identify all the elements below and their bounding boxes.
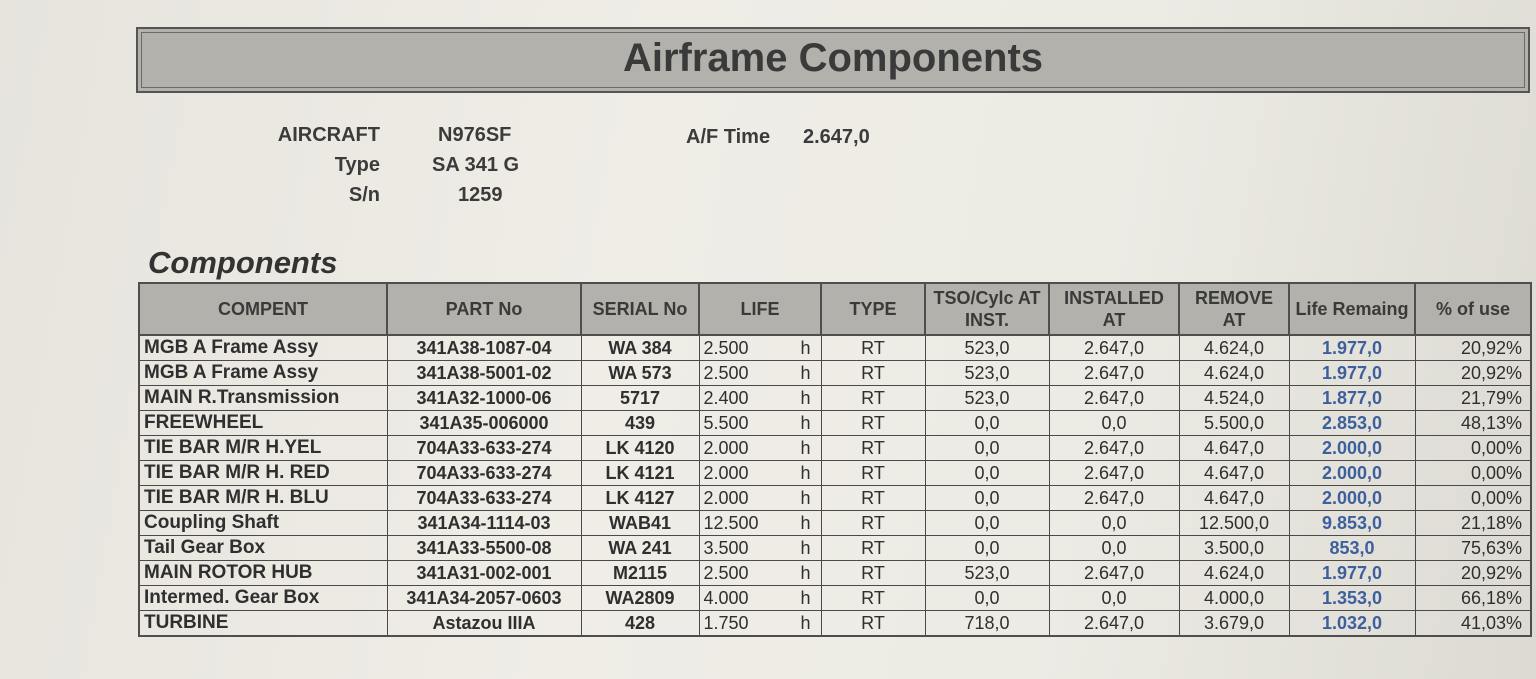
table-row <box>139 536 1531 561</box>
tso-cell: 523,0 <box>925 361 1049 386</box>
life-remaining-cell: 2.000,0 <box>1289 486 1415 511</box>
column-header: PART No <box>387 283 581 335</box>
life-unit: h <box>800 613 811 633</box>
table-row <box>139 561 1531 586</box>
type-cell: RT <box>821 386 925 411</box>
part-number-cell: 341A35-006000 <box>387 411 581 436</box>
column-header: COMPENT <box>139 283 387 335</box>
tso-cell: 0,0 <box>925 411 1049 436</box>
life-remaining-cell: 1.032,0 <box>1289 611 1415 637</box>
life-remaining-cell: 2.000,0 <box>1289 436 1415 461</box>
table-row <box>139 436 1531 461</box>
life-value: 2.000 <box>703 488 749 508</box>
component-cell: TURBINE <box>139 611 387 637</box>
installed-at-cell: 2.647,0 <box>1049 561 1179 586</box>
tso-cell: 523,0 <box>925 386 1049 411</box>
component-cell: MGB A Frame Assy <box>139 335 387 361</box>
serial-number-cell: 428 <box>581 611 699 637</box>
life-remaining-cell: 2.853,0 <box>1289 411 1415 436</box>
life-value: 2.500 <box>703 338 749 358</box>
tso-cell: 0,0 <box>925 486 1049 511</box>
type-cell: RT <box>821 611 925 637</box>
life-unit: h <box>800 463 811 483</box>
tso-cell: 718,0 <box>925 611 1049 637</box>
remove-at-cell: 4.647,0 <box>1179 436 1289 461</box>
component-cell: TIE BAR M/R H.YEL <box>139 436 387 461</box>
remove-at-cell: 4.647,0 <box>1179 486 1289 511</box>
serial-number-cell: M2115 <box>581 561 699 586</box>
type-label: Type <box>334 154 380 176</box>
table-row <box>139 586 1531 611</box>
installed-at-cell: 2.647,0 <box>1049 335 1179 361</box>
serial-number-cell: LK 4121 <box>581 461 699 486</box>
life-value: 4.000 <box>703 588 749 608</box>
af-time-label: A/F Time <box>686 126 771 148</box>
type-value: SA 341 G <box>432 154 520 176</box>
serial-number-cell: WA 241 <box>581 536 699 561</box>
installed-at-cell: 0,0 <box>1049 411 1179 436</box>
life-value: 2.000 <box>703 438 749 458</box>
type-cell: RT <box>821 536 925 561</box>
tso-cell: 0,0 <box>925 586 1049 611</box>
life-value: 3.500 <box>703 538 749 558</box>
component-cell: MAIN ROTOR HUB <box>139 561 387 586</box>
component-cell: Intermed. Gear Box <box>139 586 387 611</box>
life-remaining-cell: 1.977,0 <box>1289 561 1415 586</box>
component-cell: Tail Gear Box <box>139 536 387 561</box>
serial-number-cell: WA 384 <box>581 335 699 361</box>
part-number-cell: 341A38-5001-02 <box>387 361 581 386</box>
column-header: SERIAL No <box>581 283 699 335</box>
life-remaining-cell: 1.353,0 <box>1289 586 1415 611</box>
remove-at-cell: 3.679,0 <box>1179 611 1289 637</box>
installed-at-cell: 2.647,0 <box>1049 436 1179 461</box>
percent-use-cell: 0,00% <box>1415 436 1531 461</box>
serial-number-cell: WAB41 <box>581 511 699 536</box>
life-cell <box>699 561 821 586</box>
column-header: % of use <box>1415 283 1531 335</box>
percent-use-cell: 20,92% <box>1415 361 1531 386</box>
table-row <box>139 361 1531 386</box>
type-cell: RT <box>821 586 925 611</box>
tso-cell: 0,0 <box>925 436 1049 461</box>
serial-number-cell: WA2809 <box>581 586 699 611</box>
part-number-cell: 704A33-633-274 <box>387 461 581 486</box>
table-row <box>139 461 1531 486</box>
life-cell <box>699 536 821 561</box>
table-row <box>139 335 1531 361</box>
type-cell: RT <box>821 561 925 586</box>
percent-use-cell: 75,63% <box>1415 536 1531 561</box>
life-unit: h <box>800 488 811 508</box>
life-value: 12.500 <box>703 513 759 533</box>
components-heading: Components <box>148 245 338 280</box>
column-header: LIFE <box>699 283 821 335</box>
life-unit: h <box>800 513 811 533</box>
component-cell: TIE BAR M/R H. BLU <box>139 486 387 511</box>
life-remaining-cell: 2.000,0 <box>1289 461 1415 486</box>
life-value: 5.500 <box>703 413 749 433</box>
column-header: REMOVE AT <box>1179 283 1289 335</box>
percent-use-cell: 48,13% <box>1415 411 1531 436</box>
component-cell: MGB A Frame Assy <box>139 361 387 386</box>
part-number-cell: 341A34-1114-03 <box>387 511 581 536</box>
life-remaining-cell: 1.977,0 <box>1289 361 1415 386</box>
table-row <box>139 486 1531 511</box>
table-row <box>139 411 1531 436</box>
column-header: TSO/Cylc AT INST. <box>925 283 1049 335</box>
part-number-cell: 341A34-2057-0603 <box>387 586 581 611</box>
installed-at-cell: 0,0 <box>1049 536 1179 561</box>
remove-at-cell: 4.624,0 <box>1179 335 1289 361</box>
life-remaining-cell: 1.877,0 <box>1289 386 1415 411</box>
tso-cell: 0,0 <box>925 461 1049 486</box>
life-cell <box>699 386 821 411</box>
component-cell: TIE BAR M/R H. RED <box>139 461 387 486</box>
life-cell <box>699 411 821 436</box>
life-remaining-cell: 1.977,0 <box>1289 335 1415 361</box>
life-value: 2.500 <box>703 363 749 383</box>
remove-at-cell: 4.647,0 <box>1179 461 1289 486</box>
life-value: 2.000 <box>703 463 749 483</box>
life-cell <box>699 511 821 536</box>
type-cell: RT <box>821 361 925 386</box>
installed-at-cell: 0,0 <box>1049 586 1179 611</box>
remove-at-cell: 4.524,0 <box>1179 386 1289 411</box>
type-cell: RT <box>821 486 925 511</box>
table-row <box>139 611 1531 637</box>
life-cell <box>699 586 821 611</box>
column-header: INSTALLED AT <box>1049 283 1179 335</box>
life-remaining-cell: 853,0 <box>1289 536 1415 561</box>
life-cell <box>699 436 821 461</box>
percent-use-cell: 21,79% <box>1415 386 1531 411</box>
part-number-cell: Astazou IIIA <box>387 611 581 637</box>
title-banner <box>136 27 1530 93</box>
serial-number-cell: WA 573 <box>581 361 699 386</box>
installed-at-cell: 2.647,0 <box>1049 361 1179 386</box>
type-cell: RT <box>821 436 925 461</box>
component-cell: MAIN R.Transmission <box>139 386 387 411</box>
table-row <box>139 511 1531 536</box>
serial-number-cell: LK 4127 <box>581 486 699 511</box>
percent-use-cell: 20,92% <box>1415 335 1531 361</box>
aircraft-label: AIRCRAFT <box>277 124 380 146</box>
af-time-value: 2.647,0 <box>803 126 870 148</box>
life-value: 2.500 <box>703 563 749 583</box>
page-title: Airframe Components <box>622 35 1044 80</box>
type-cell: RT <box>821 461 925 486</box>
part-number-cell: 341A32-1000-06 <box>387 386 581 411</box>
life-unit: h <box>800 538 811 558</box>
percent-use-cell: 20,92% <box>1415 561 1531 586</box>
components-table <box>138 282 1532 637</box>
life-unit: h <box>800 438 811 458</box>
type-cell: RT <box>821 511 925 536</box>
life-remaining-cell: 9.853,0 <box>1289 511 1415 536</box>
life-cell <box>699 486 821 511</box>
aircraft-value: N976SF <box>438 124 512 146</box>
remove-at-cell: 4.624,0 <box>1179 361 1289 386</box>
percent-use-cell: 0,00% <box>1415 461 1531 486</box>
component-cell: Coupling Shaft <box>139 511 387 536</box>
percent-use-cell: 21,18% <box>1415 511 1531 536</box>
installed-at-cell: 0,0 <box>1049 511 1179 536</box>
component-cell: FREEWHEEL <box>139 411 387 436</box>
table-header-row <box>139 283 1531 335</box>
percent-use-cell: 41,03% <box>1415 611 1531 637</box>
installed-at-cell: 2.647,0 <box>1049 486 1179 511</box>
column-header: TYPE <box>821 283 925 335</box>
part-number-cell: 704A33-633-274 <box>387 436 581 461</box>
life-cell <box>699 611 821 637</box>
part-number-cell: 341A31-002-001 <box>387 561 581 586</box>
type-cell: RT <box>821 411 925 436</box>
installed-at-cell: 2.647,0 <box>1049 611 1179 637</box>
tso-cell: 523,0 <box>925 561 1049 586</box>
column-header: Life Remaing <box>1289 283 1415 335</box>
life-unit: h <box>800 338 811 358</box>
remove-at-cell: 5.500,0 <box>1179 411 1289 436</box>
tso-cell: 0,0 <box>925 536 1049 561</box>
remove-at-cell: 12.500,0 <box>1179 511 1289 536</box>
life-value: 2.400 <box>703 388 749 408</box>
tso-cell: 0,0 <box>925 511 1049 536</box>
serial-number-cell: LK 4120 <box>581 436 699 461</box>
table-row <box>139 386 1531 411</box>
sn-value: 1259 <box>458 184 503 206</box>
life-unit: h <box>800 413 811 433</box>
part-number-cell: 341A38-1087-04 <box>387 335 581 361</box>
life-cell <box>699 461 821 486</box>
tso-cell: 523,0 <box>925 335 1049 361</box>
serial-number-cell: 5717 <box>581 386 699 411</box>
life-cell <box>699 335 821 361</box>
remove-at-cell: 3.500,0 <box>1179 536 1289 561</box>
sn-label: S/n <box>348 184 380 206</box>
installed-at-cell: 2.647,0 <box>1049 386 1179 411</box>
installed-at-cell: 2.647,0 <box>1049 461 1179 486</box>
life-value: 1.750 <box>703 613 749 633</box>
life-cell <box>699 361 821 386</box>
life-unit: h <box>800 563 811 583</box>
life-unit: h <box>800 363 811 383</box>
serial-number-cell: 439 <box>581 411 699 436</box>
percent-use-cell: 66,18% <box>1415 586 1531 611</box>
part-number-cell: 341A33-5500-08 <box>387 536 581 561</box>
remove-at-cell: 4.624,0 <box>1179 561 1289 586</box>
percent-use-cell: 0,00% <box>1415 486 1531 511</box>
part-number-cell: 704A33-633-274 <box>387 486 581 511</box>
remove-at-cell: 4.000,0 <box>1179 586 1289 611</box>
life-unit: h <box>800 388 811 408</box>
life-unit: h <box>800 588 811 608</box>
type-cell: RT <box>821 335 925 361</box>
